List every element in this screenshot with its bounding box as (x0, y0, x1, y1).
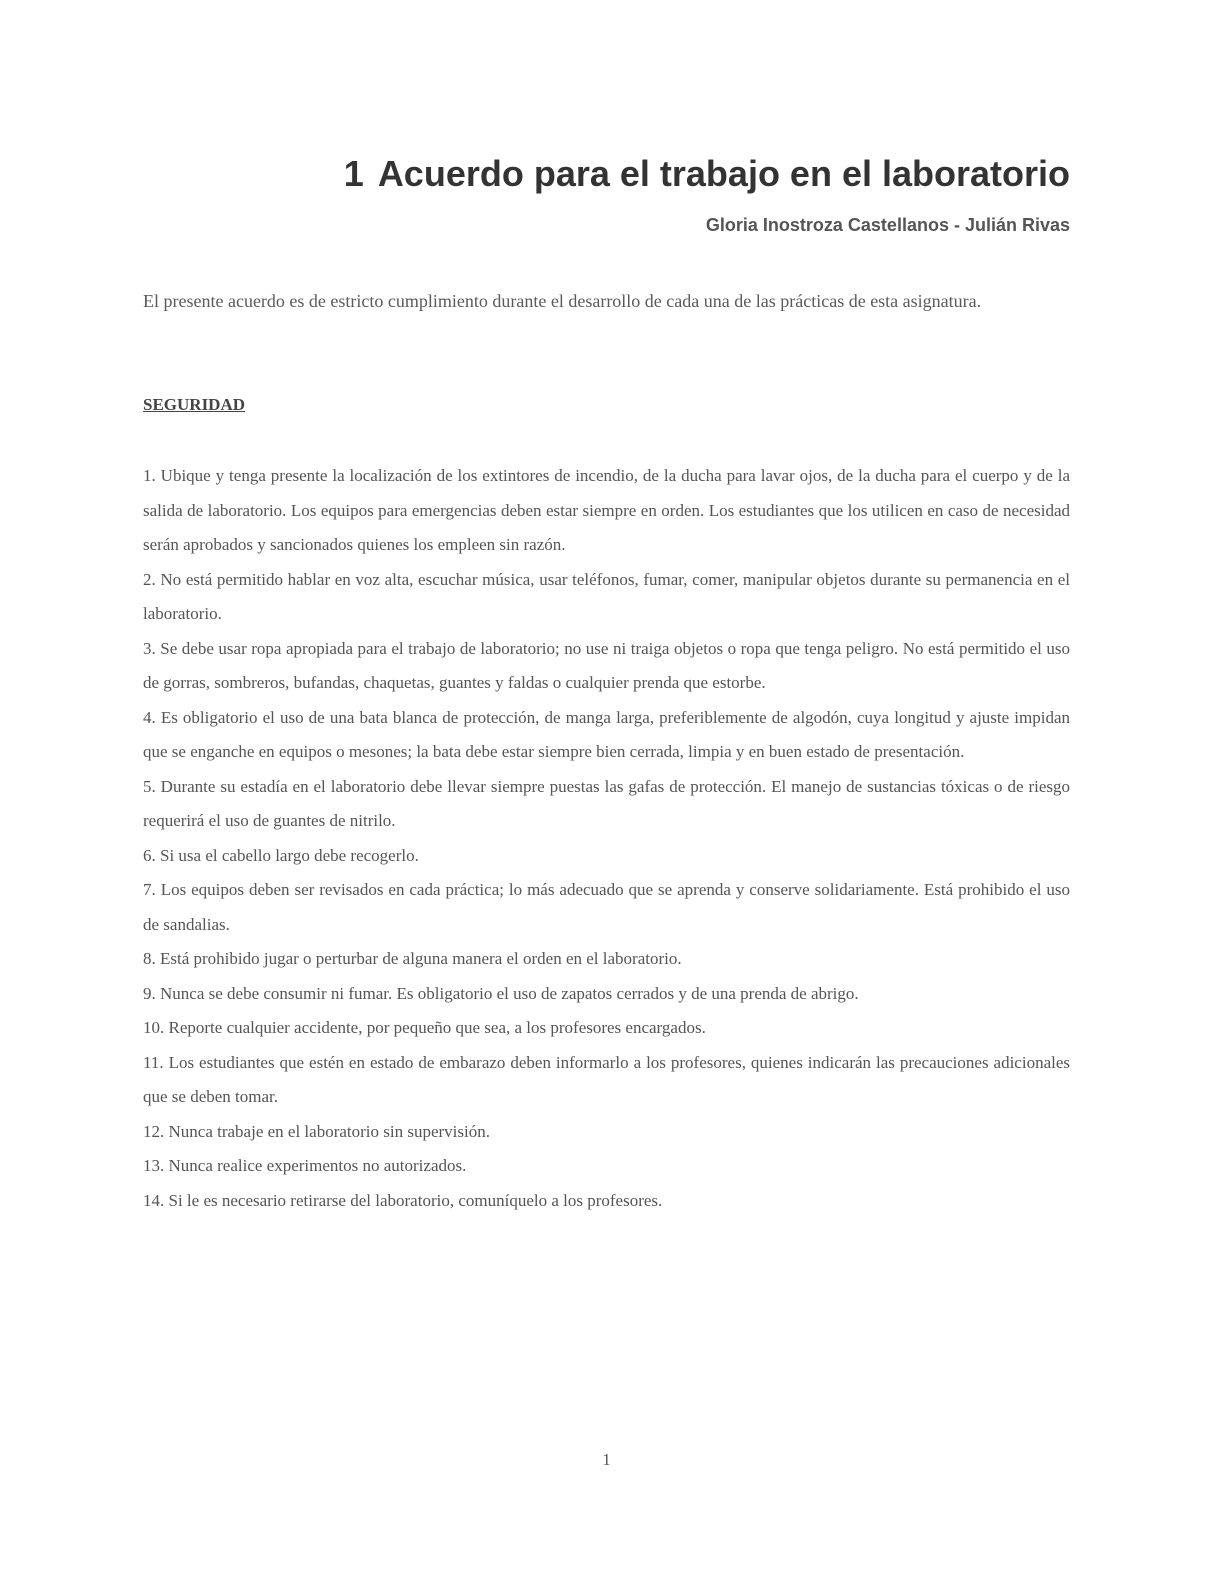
rule-item: 4. Es obligatorio el uso de una bata blanca de protección, de manga larga, preferiblemente de algodón, cuya longitud y ajuste impidan que se enganche en equipos o mesones; la bata debe estar siempre bien cerrada, limpia y en buen estado de presentación. (143, 707, 1070, 761)
authors-subtitle: Gloria Inostroza Castellanos - Julián Rivas (705, 215, 1070, 235)
rule-item: 2. No está permitido hablar en voz alta, escuchar música, usar teléfonos, fumar, comer, manipular objetos durante su permanencia en el laboratorio. (143, 569, 1070, 623)
rule-item: 6. Si usa el cabello largo debe recogerlo. (143, 845, 419, 865)
rule-item: 7. Los equipos deben ser revisados en cada práctica; lo más adecuado que se aprenda y conserve solidariamente. Está prohibido el uso de sandalias. (143, 880, 1070, 934)
rule-item: 1. Ubique y tenga presente la localización de los extintores de incendio, de la ducha para lavar ojos, de la ducha para el cuerpo y de la salida de laboratorio. Los equipos para emergencias deben estar siempre en orden. Los estudiantes que los utilicen en caso de necesidad serán aprobados y sancionados quienes los empleen sin razón. (143, 466, 1070, 554)
rule-item: 3. Se debe usar ropa apropiada para el trabajo de laboratorio; no use ni traiga objetos o ropa que tenga peligro. No está permitido el uso de gorras, sombreros, bufandas, chaquetas, guantes y faldas o cualquier prenda que estorbe. (143, 638, 1070, 692)
rule-item: 10. Reporte cualquier accidente, por pequeño que sea, a los profesores encargados. (143, 1018, 706, 1037)
rule-item: 8. Está prohibido jugar o perturbar de alguna manera el orden en el laboratorio. (143, 949, 682, 968)
intro-paragraph: El presente acuerdo es de estricto cumplimiento durante el desarrollo de cada una de las prácticas de esta asignatura. (143, 291, 982, 311)
rule-item: 5. Durante su estadía en el laboratorio debe llevar siempre puestas las gafas de protección. El manejo de sustancias tóxicas o de riesgo requerirá el uso de guantes de nitrilo. (143, 776, 1070, 830)
section-heading-seguridad: SEGURIDAD (143, 395, 246, 414)
title-text: Acuerdo para el trabajo en el laboratorio (377, 153, 1070, 194)
rule-item: 11. Los estudiantes que estén en estado de embarazo deben informarlo a los profesores, quienes indicarán las precauciones adicionales que se deben tomar. (143, 1052, 1070, 1106)
rule-item: 13. Nunca realice experimentos no autorizados. (143, 1156, 467, 1175)
page-title (344, 152, 1070, 196)
rule-item: 9. Nunca se debe consumir ni fumar. Es obligatorio el uso de zapatos cerrados y de una prenda de abrigo. (143, 983, 859, 1003)
document-page (143, 0, 1070, 1584)
title-number: 1 (343, 153, 364, 194)
page-number: 1 (602, 1450, 611, 1469)
rule-item: 14. Si le es necesario retirarse del laboratorio, comuníquelo a los profesores. (143, 1190, 663, 1210)
rules-list (143, 459, 1070, 1218)
rule-item: 12. Nunca trabaje en el laboratorio sin supervisión. (143, 1121, 490, 1141)
